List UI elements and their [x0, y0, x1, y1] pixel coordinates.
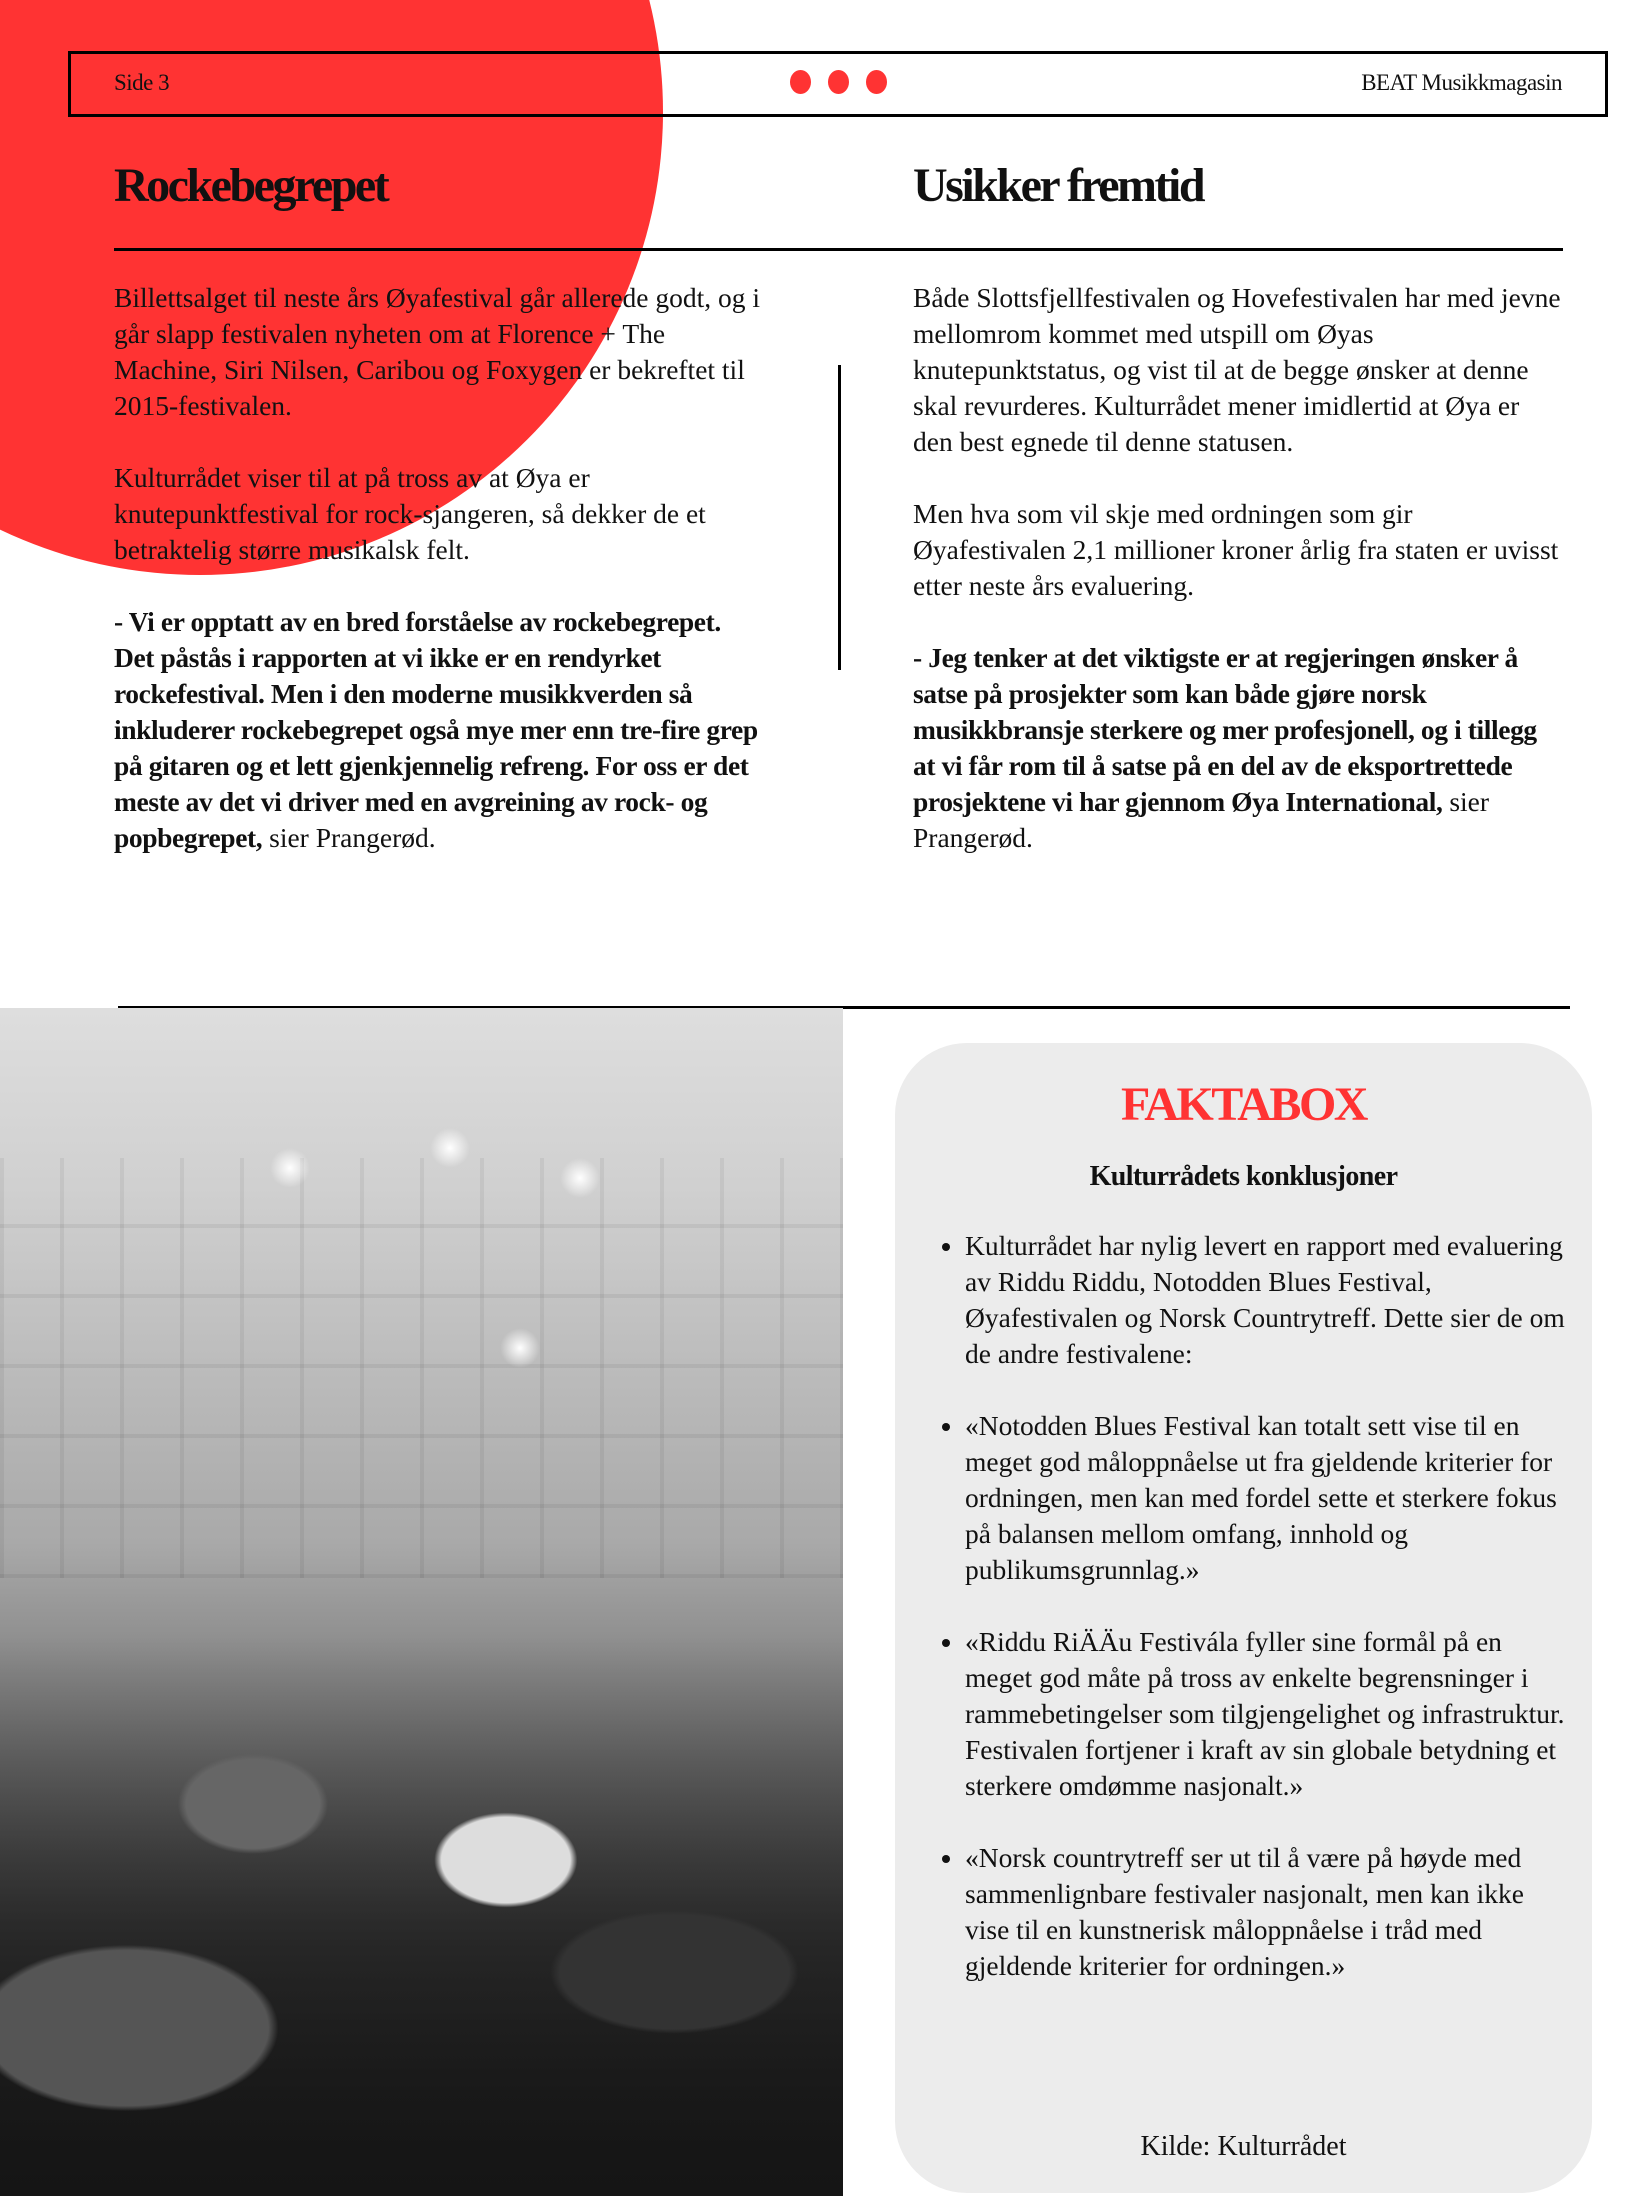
quote: - Jeg tenker at det viktigste er at regjeringen ønsker å satse på prosjekter som kan både gjøre norsk musikkbransje sterkere og mer profesjonell, og i tillegg at vi får rom til å satse på en del av de eksportrettede prosjektene vi har gjennom Øya International,	[913, 642, 1537, 817]
list-item: • «Riddu RiÄÄu Festivála fyller sine formål på en meget god måte på tross av enkelte begrensninger i rammebetingelser som tilgjengelighet og infrastruktur. Festivalen fortjener i kraft av sin globale betydning et sterkere omdømme nasjonalt.»	[965, 1624, 1575, 1804]
factbox-source: Kilde: Kulturrådet	[1140, 2131, 1347, 2162]
heading-rockebegrepet: Rockebegrepet	[114, 159, 388, 212]
factbox-title: FAKTABOX	[1121, 1078, 1366, 1131]
decorative-dots	[790, 70, 887, 94]
stage-light	[500, 1328, 540, 1368]
paragraph: Billettsalget til neste års Øyafestival går allerede godt, og i går slapp festivalen nyheten om at Florence + The Machine, Siri Nilsen, Caribou og Foxygen er bekreftet til 2015-festivalen.	[114, 282, 761, 421]
quote-paragraph	[913, 640, 1563, 856]
left-column	[114, 280, 764, 892]
heading-usikker-fremtid: Usikker fremtid	[913, 159, 1204, 212]
quote-attribution: sier Prangerød.	[913, 786, 1490, 853]
list-item: • Kulturrådet har nylig levert en rapport med evaluering av Riddu Riddu, Notodden Blues Festival, Øyafestivalen og Norsk Countrytreff. Dette sier de om de andre festivalene:	[965, 1228, 1575, 1372]
list-item: • «Norsk countrytreff ser ut til å være på høyde med sammenlignbare festivaler nasjonalt, men kan ikke vise til en kunstnerisk måloppnåelse i tråd med gjeldende kriterier for ordningen.»	[965, 1840, 1575, 1984]
quote-attribution: sier Prangerød.	[262, 822, 436, 853]
paragraph: Både Slottsfjellfestivalen og Hovefestivalen har med jevne mellomrom kommet med utspill om Øyas knutepunktstatus, og vist til at de begge ønsker at denne skal revurderes. Kulturrådet mener imidlertid at Øya er den best egnede til denne statusen.	[913, 282, 1561, 457]
crowd	[0, 1636, 843, 2196]
page-header	[68, 51, 1608, 117]
dot-icon	[790, 70, 811, 94]
list-item: • «Notodden Blues Festival kan totalt sett vise til en meget god måloppnåelse ut fra gjeldende kriterier for ordningen, men kan med fordel sette et sterkere fokus på balansen mellom omfang, innhold og publikumsgrunnlag.»	[965, 1408, 1575, 1588]
quote-paragraph	[114, 604, 764, 856]
magazine-name: BEAT Musikkmagasin	[1361, 70, 1562, 95]
heading-divider	[114, 248, 1563, 251]
stage-scaffolding	[0, 1158, 843, 1578]
dot-icon	[828, 70, 849, 94]
column-divider	[838, 365, 841, 670]
concert-crowd-photo	[0, 1008, 843, 2196]
stage-light	[430, 1128, 470, 1168]
stage-light	[560, 1158, 600, 1198]
right-column	[913, 280, 1563, 892]
page-number: Side 3	[114, 70, 170, 95]
factbox-list	[935, 1228, 1575, 2020]
paragraph: Kulturrådet viser til at på tross av at Øya er knutepunktfestival for rock-sjangeren, så dekker de et betraktelig større musikalsk felt.	[114, 462, 706, 565]
factbox	[895, 1043, 1592, 2193]
paragraph: Men hva som vil skje med ordningen som gir Øyafestivalen 2,1 millioner kroner årlig fra staten er uvisst etter neste års evaluering.	[913, 498, 1559, 601]
factbox-subtitle: Kulturrådets konklusjoner	[1089, 1161, 1398, 1192]
dot-icon	[866, 70, 887, 94]
stage-light	[270, 1148, 310, 1188]
quote: - Vi er opptatt av en bred forståelse av rockebegrepet. Det påstås i rapporten at vi ikke er en rendyrket rockefestival. Men i den moderne musikkverden så inkluderer rockebegrepet også mye mer enn tre-fire grep på gitaren og et lett gjenkjennelig refreng. For oss er det meste av det vi driver med en avgreining av rock- og popbegrepet,	[114, 606, 758, 853]
